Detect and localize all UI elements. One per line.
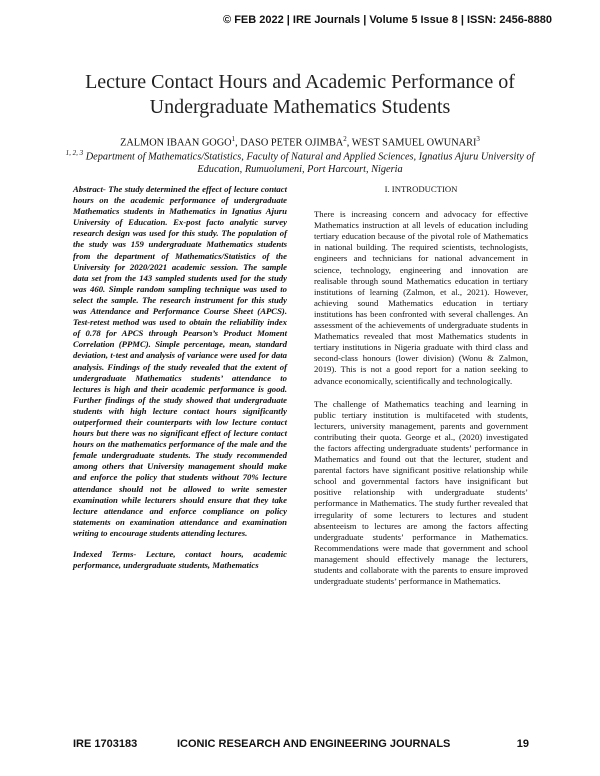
author-name: DASO PETER OJIMBA (240, 137, 344, 149)
author-superscript: 2 (343, 135, 347, 143)
paper-title: Lecture Contact Hours and Academic Performance of Undergraduate Mathematics Students (85, 71, 515, 118)
author-name: WEST SAMUEL OWUNARI (351, 137, 477, 149)
author-list: ZALMON IBAAN GOGO$^1$, DASO PETER OJIMBA$^2$, WEST SAMUEL OWUNARI$^3$ (120, 135, 480, 149)
introduction-paragraph: The challenge of Mathematics teaching and learning in public tertiary institution is multifaceted with students, lecturers, university management, parents and government contributing their quota. George et al., (2020) investigated the factors affecting undergraduate students’ performance in Mathematics and found out that the lecturer, student and parental factors have significant positive relationship while school and governmental factors have insignificant but positive relationship with undergraduate students’ performance in Mathematics. The study further revealed that irregularity of some lecturers to lectures and student absenteeism to lectures are among the factors affecting undergraduate students’ performance in Mathematics. Recommendations were made that government and school management should effectively manage the lecturers, students and collaborate with the parents to ensure improved undergraduate students’ performance in Mathematics. (314, 398, 528, 587)
abstract-column (73, 184, 287, 571)
author-affiliation (60, 147, 540, 176)
page-footer (73, 738, 529, 752)
affiliation-text: Department of Mathematics/Statistics, Faculty of Natural and Applied Sciences, Ignatius Ajuru University of Education, Rumuolumeni, Port Harcourt, Nigeria (85, 151, 535, 176)
author-superscript: 1 (231, 135, 236, 143)
index-terms: Indexed Terms- Lecture, contact hours, academic performance, undergraduate students, Mathematics (73, 549, 287, 571)
journal-header: © FEB 2022 | IRE Journals | Volume 5 Issue 8 | ISSN: 2456-8880 (223, 14, 552, 26)
introduction-column (314, 184, 528, 587)
paper-id: IRE 1703183 (73, 738, 138, 750)
section-heading-introduction: I. INTRODUCTION (384, 184, 458, 194)
page-number: 19 (516, 738, 529, 750)
author-name: ZALMON IBAAN GOGO (120, 137, 232, 149)
introduction-paragraph: There is increasing concern and advocacy for effective Mathematics instruction at all levels of education including tertiary education because of the pivotal role of Mathematics in national building. The required scientists, technologists, engineers and technicians for national advancement in science, technology, engineering and innovation are realisable through sound Mathematics education in tertiary institutions of learning (Zalmon, et al., 2021). However, achieving sound Mathematics education in tertiary institutions has been confronted with several challenges. An assessment of the achievements of undergraduate students in Mathematics revealed that most Mathematics students in tertiary institutions in Nigeria graduate with third class and second-class honours (lower division) (Wonu & Zalmon, 2019). This is not a good report for a nation seeking to advance economically, scientifically and technologically. (314, 209, 528, 386)
author-superscript: 3 (476, 135, 480, 143)
abstract-text: Abstract- The study determined the effect of lecture contact hours on the academic performance of undergraduate Mathematics students in Mathematics in Ignatius Ajuru University of Education. Ex-post facto analytic survey research design was used for this study. The population of the study was 159 undergraduate Mathematics students from the department of Mathematics/Statistics of the University for 2020/2021 academic session. The sample data set from the 143 sampled students used for the study was 460. Simple random sampling technique was used to select the sample. The research instrument for this study was Attendance and Performance Course Sheet (APCS). Test-retest method was used to obtain the reliability index of 0.78 for APCS through Pearson’s Product Moment Correlation (PPMC). Simple percentage, mean, standard deviation, t-test and analysis of variance were used for data analysis. Findings of the study revealed that the extent of undergraduate Mathematics students’ attendance to lectures is high and their academic performance is good. Further findings of the study showed that undergraduate students with high lecture contact hours significantly outperformed their counterparts with low lecture contact hours but there was no significant effect of lecture contact hours on the mathematics performance of the male and the female undergraduate students. The study recommended among others that University management should make and enforce the policy that students without 70% lecture attendance should not be allowed to write semester examination while lecturers should ensure that they take lecture attendance and enforce compliance on policy statements on examination attendance and examination writing to encourage students attending lectures. (73, 184, 287, 538)
affiliation-superscript: 1, 2, 3 (65, 149, 84, 157)
journal-name: ICONIC RESEARCH AND ENGINEERING JOURNALS (177, 738, 451, 750)
